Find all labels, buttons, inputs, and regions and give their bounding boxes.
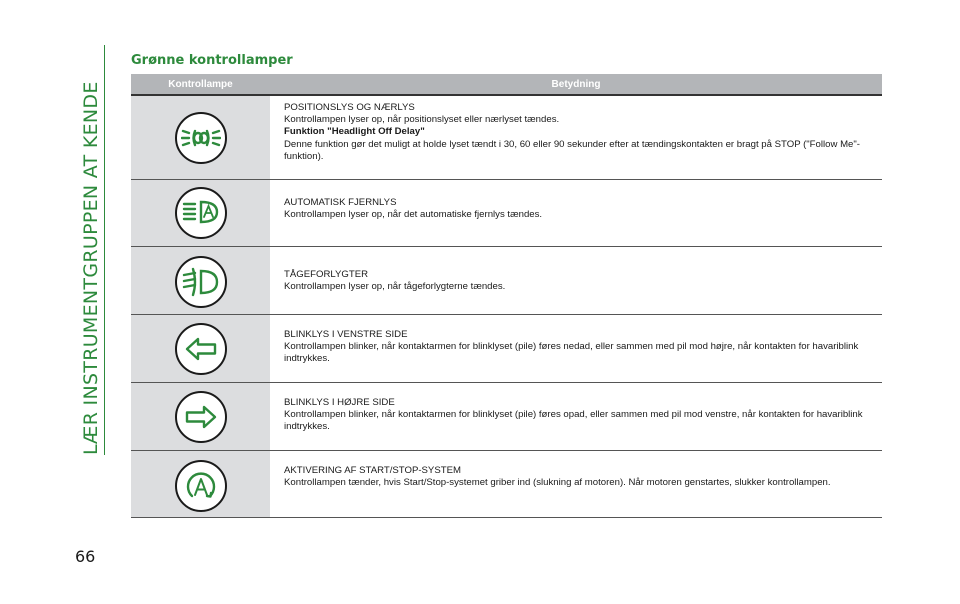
indicator-description: Kontrollampen lyser op, når det automatiske fjernlys tændes. — [284, 209, 543, 221]
indicator-subtitle: Funktion "Headlight Off Delay" — [284, 126, 425, 138]
start-stop-icon — [181, 466, 221, 506]
icon-cell — [131, 180, 270, 246]
front-fog-light-icon — [181, 266, 221, 298]
indicator-title: AKTIVERING AF START/STOP-SYSTEM — [284, 465, 461, 476]
indicator-title: POSITIONSLYS OG NÆRLYS — [284, 102, 415, 113]
left-turn-signal-icon — [184, 336, 218, 362]
indicator-description: Kontrollampen lyser op, når tågeforlygterne tændes. — [284, 281, 506, 293]
indicator-table — [131, 74, 882, 518]
indicator-description-2: Denne funktion gør det muligt at holde lyset tændt i 30, 60 eller 90 sekunder efter at tændingskontakten er bragt på STOP ("Follow Me"-funktion). — [284, 138, 860, 162]
meaning-cell — [270, 451, 882, 517]
table-row — [131, 383, 882, 451]
table-row — [131, 315, 882, 383]
icon-cell — [131, 383, 270, 450]
right-turn-signal-icon — [184, 404, 218, 430]
meaning-cell — [270, 315, 882, 382]
icon-cell — [131, 315, 270, 382]
meaning-cell — [270, 247, 882, 314]
section-title: Grønne kontrollamper — [131, 53, 293, 68]
header-meaning: Betydning — [551, 78, 601, 90]
table-row — [131, 451, 882, 518]
meaning-cell — [270, 96, 882, 179]
indicator-description: Kontrollampen tænder, hvis Start/Stop-systemet griber ind (slukning af motoren). Når motoren genstartes, slukker kontrollampen. — [284, 477, 831, 489]
indicator-title: AUTOMATISK FJERNLYS — [284, 197, 397, 208]
indicator-description: Kontrollampen blinker, når kontaktarmen for blinklyset (pile) føres opad, eller sammen med pil mod venstre, når kontakten for havariblink indtrykkes. — [284, 409, 863, 433]
header-indicator: Kontrollampe — [168, 78, 233, 90]
indicator-title: TÅGEFORLYGTER — [284, 269, 369, 280]
table-row — [131, 180, 882, 247]
page-number: 66 — [75, 547, 96, 566]
position-lights-icon — [181, 123, 221, 153]
table-header — [131, 74, 882, 96]
icon-cell — [131, 247, 270, 314]
auto-high-beam-icon — [181, 198, 221, 228]
indicator-description: Kontrollampen lyser op, når positionslyset eller nærlyset tændes. — [284, 114, 560, 126]
icon-cell — [131, 451, 270, 517]
chapter-side-title: LÆR INSTRUMENTGRUPPEN AT KENDE — [80, 45, 105, 455]
table-row — [131, 247, 882, 315]
table-row — [131, 96, 882, 180]
indicator-description: Kontrollampen blinker, når kontaktarmen for blinklyset (pile) føres nedad, eller sammen med pil mod højre, når kontakten for havariblink indtrykkes. — [284, 341, 859, 365]
indicator-title: BLINKLYS I HØJRE SIDE — [284, 397, 395, 408]
icon-cell — [131, 96, 270, 179]
meaning-cell — [270, 180, 882, 246]
indicator-title: BLINKLYS I VENSTRE SIDE — [284, 329, 408, 340]
meaning-cell — [270, 383, 882, 450]
